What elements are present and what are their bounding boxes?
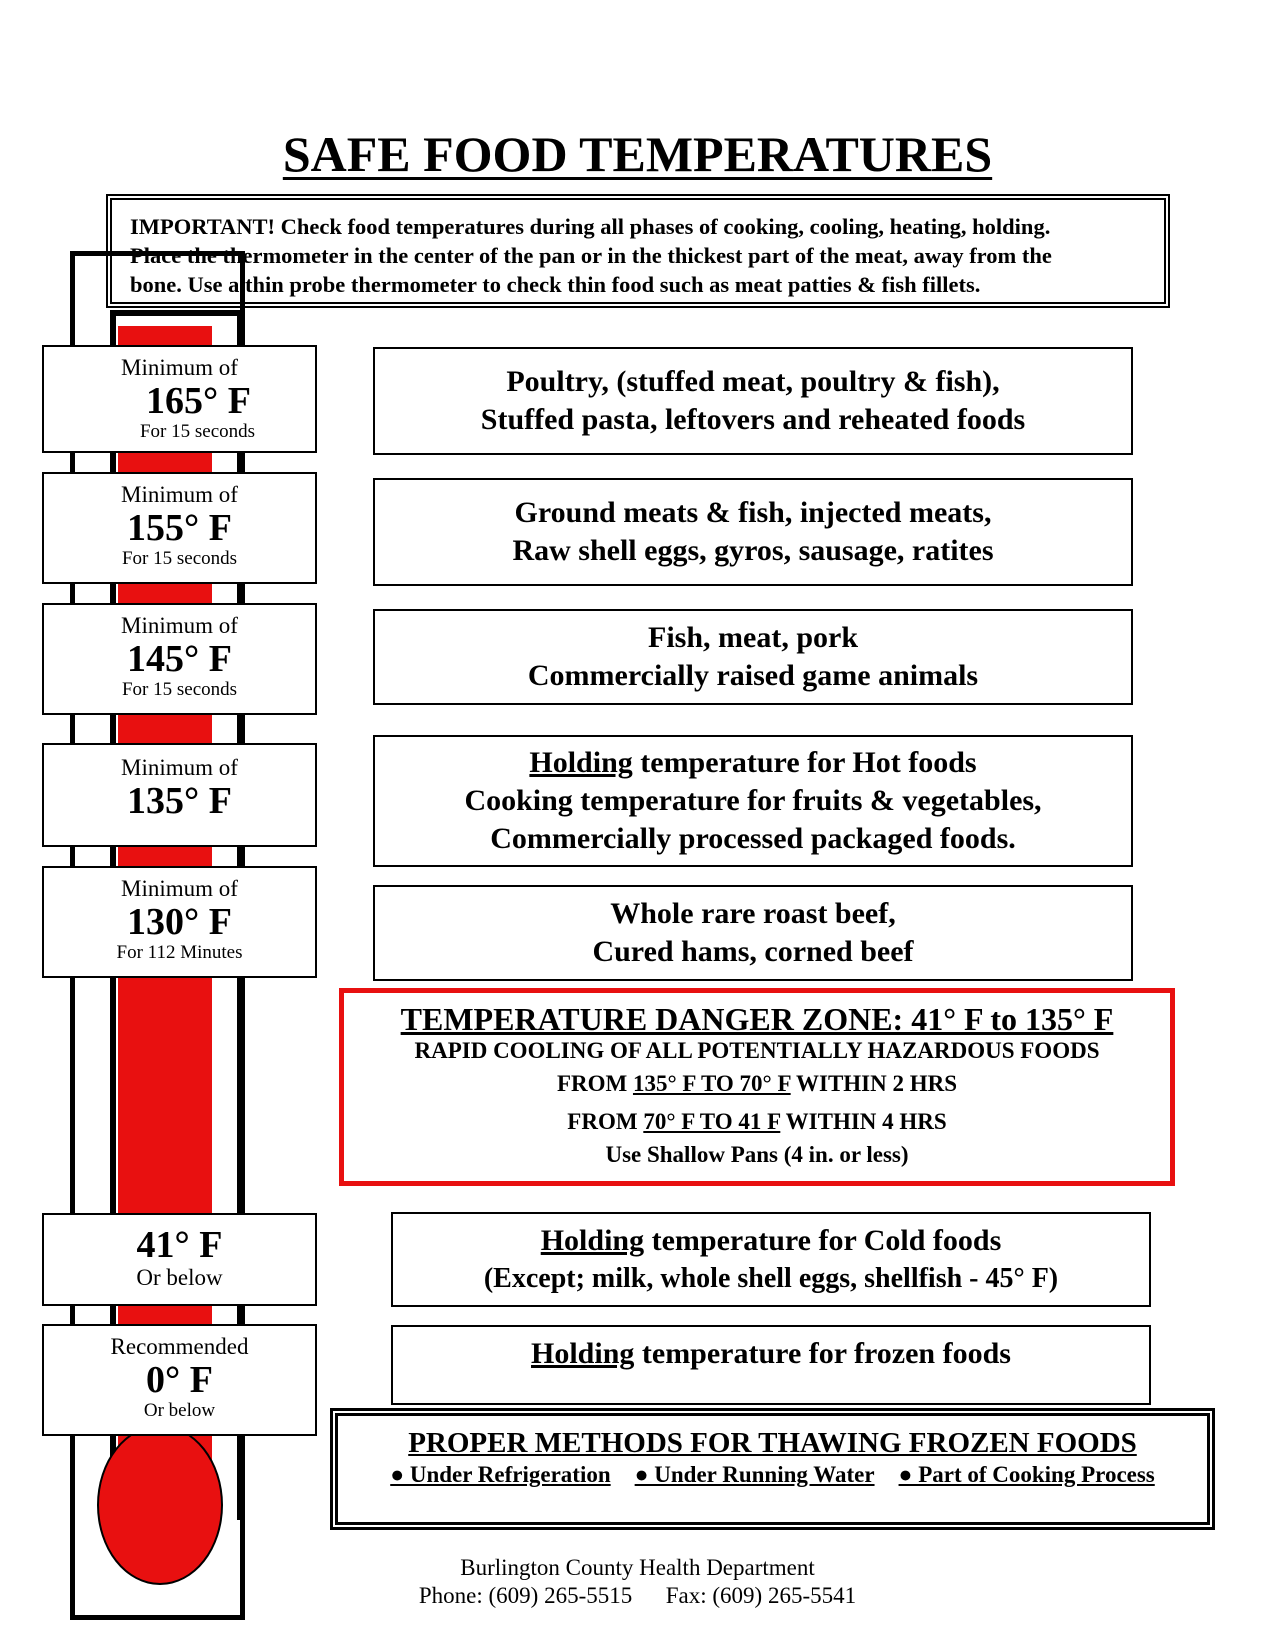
temp-box-0: Recommended 0° F Or below	[42, 1324, 317, 1436]
footer-fax: Fax: (609) 265-5541	[665, 1583, 857, 1608]
food-box-0: Holding temperature for frozen foods	[391, 1325, 1151, 1405]
thaw-method-cooking: ● Part of Cooking Process	[898, 1462, 1155, 1487]
temp-box-135: Minimum of 135° F	[42, 743, 317, 847]
temp-box-41: 41° F Or below	[42, 1213, 317, 1306]
temp-box-155: Minimum of 155° F For 15 seconds	[42, 472, 317, 584]
food-box-165: Poultry, (stuffed meat, poultry & fish), Stuffed pasta, leftovers and reheated foods	[373, 347, 1133, 455]
temp-box-145: Minimum of 145° F For 15 seconds	[42, 603, 317, 715]
footer-contact	[0, 1583, 1275, 1609]
danger-zone-box: TEMPERATURE DANGER ZONE: 41° F to 135° F RAPID COOLING OF ALL POTENTIALLY HAZARDOUS FOODS FROM 135° F TO 70° F WITHIN 2 HRS FROM 70° F TO 41 F WITHIN 4 HRS Use Shallow Pans (4 in. or less)	[339, 988, 1175, 1186]
page-title: SAFE FOOD TEMPERATURES	[282, 126, 993, 182]
food-box-41: Holding temperature for Cold foods (Except; milk, whole shell eggs, shellfish - 45° F)	[391, 1212, 1151, 1307]
food-box-145: Fish, meat, pork Commercially raised game animals	[373, 609, 1133, 705]
footer-dept: Burlington County Health Department	[460, 1555, 815, 1580]
food-box-130: Whole rare roast beef, Cured hams, corned beef	[373, 885, 1133, 981]
temp-box-165: Minimum of 165° F For 15 seconds	[42, 345, 317, 453]
food-box-135: Holding temperature for Hot foods Cooking temperature for fruits & vegetables, Commercially processed packaged foods.	[373, 735, 1133, 867]
footer-phone: Phone: (609) 265-5515	[418, 1583, 633, 1608]
important-notice: IMPORTANT! Check food temperatures during all phases of cooking, cooling, heating, holding. Place the thermometer in the center of the pan or in the thickest part of the meat, away from the bone. Use a thin probe thermometer to check thin food such as meat patties & fish fillets.	[106, 194, 1170, 308]
thaw-method-refrigeration: ● Under Refrigeration	[390, 1462, 611, 1487]
thawing-methods-box	[330, 1408, 1215, 1530]
thaw-method-running-water: ● Under Running Water	[634, 1462, 875, 1487]
food-box-155: Ground meats & fish, injected meats, Raw shell eggs, gyros, sausage, ratites	[373, 478, 1133, 586]
danger-title: TEMPERATURE DANGER ZONE: 41° F to 135° F	[400, 1001, 1114, 1037]
temp-box-130: Minimum of 130° F For 112 Minutes	[42, 866, 317, 978]
thaw-title: PROPER METHODS FOR THAWING FROZEN FOODS	[408, 1427, 1137, 1459]
